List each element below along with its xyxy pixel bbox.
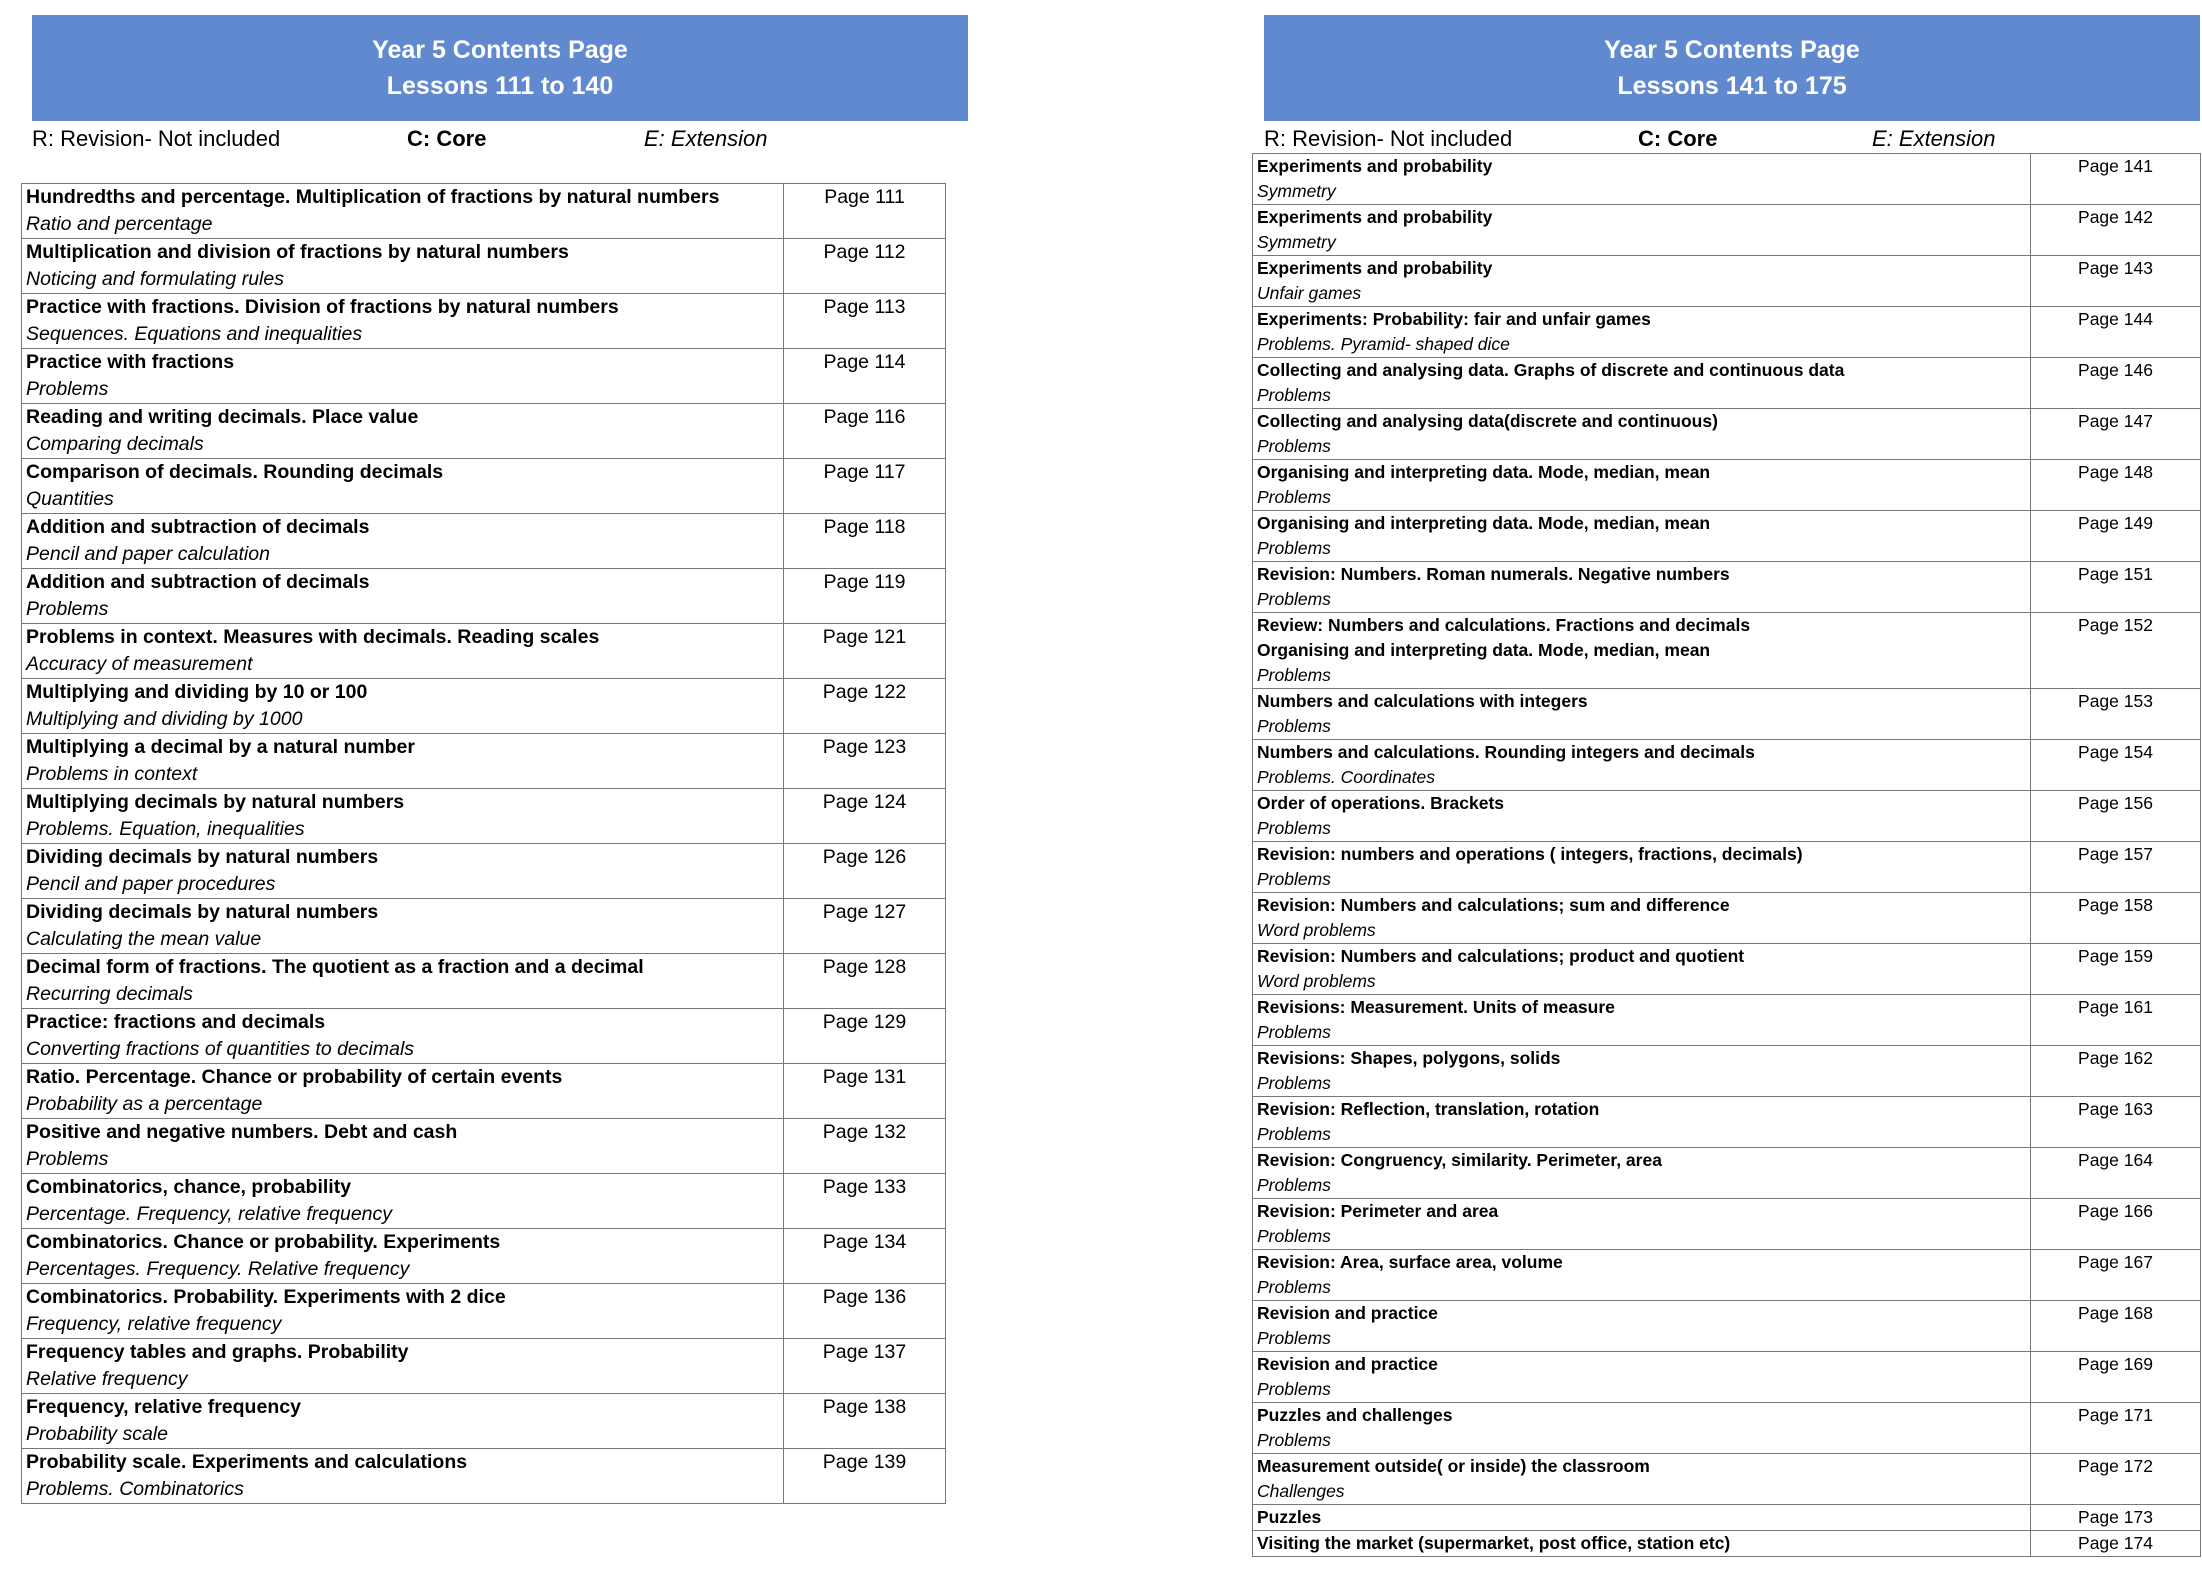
page-number: Page 121: [784, 624, 946, 679]
table-row: [1253, 205, 2201, 256]
lesson-cell: [22, 239, 784, 294]
lesson-title: Multiplying decimals by natural numbers: [26, 791, 405, 813]
lesson-title: Revisions: Shapes, polygons, solids: [1257, 1048, 1561, 1068]
lesson-subtopic: Problems: [1257, 869, 1331, 889]
lesson-subtopic: Symmetry: [1257, 181, 1336, 201]
table-row: [22, 844, 946, 899]
table-row: [1253, 893, 2201, 944]
lesson-title: Numbers and calculations. Rounding integers and decimals: [1257, 742, 1755, 762]
lesson-subtopic: Noticing and formulating rules: [26, 268, 284, 290]
table-row: [1253, 689, 2201, 740]
contents-table: [21, 183, 946, 1504]
table-row: [1253, 842, 2201, 893]
lesson-title: Organising and interpreting data. Mode, median, mean: [1257, 513, 1711, 533]
lesson-cell: [1253, 1505, 2031, 1531]
page-title: Year 5 Contents Page: [372, 36, 628, 64]
lesson-cell: [1253, 1250, 2031, 1301]
lesson-cell: [22, 1009, 784, 1064]
lesson-subtopic: Pencil and paper procedures: [26, 873, 276, 895]
lesson-cell: [1253, 460, 2031, 511]
page-number: Page 123: [784, 734, 946, 789]
lesson-title: Organising and interpreting data. Mode, median, mean: [1257, 640, 1711, 660]
page-number: Page 149: [2031, 511, 2201, 562]
lesson-subtopic: Converting fractions of quantities to decimals: [26, 1038, 415, 1060]
page-header: [32, 15, 968, 121]
table-row: [1253, 1250, 2201, 1301]
lesson-title: Frequency, relative frequency: [26, 1396, 301, 1418]
page-subtitle: Lessons 111 to 140: [386, 72, 614, 100]
lesson-cell: [1253, 842, 2031, 893]
lesson-title: Review: Numbers and calculations. Fractions and decimals: [1257, 615, 1751, 635]
lesson-title: Multiplying and dividing by 10 or 100: [26, 681, 368, 703]
table-row: [1253, 1454, 2201, 1505]
lesson-title: Organising and interpreting data. Mode, median, mean: [1257, 462, 1711, 482]
table-row: [1253, 1531, 2201, 1557]
lesson-subtopic: Problems: [1257, 665, 1331, 685]
lesson-subtopic: Problems: [1257, 1379, 1331, 1399]
table-row: [1253, 1505, 2201, 1531]
page-number: Page 147: [2031, 409, 2201, 460]
lesson-subtopic: Problems. Coordinates: [1257, 767, 1435, 787]
lesson-cell: [22, 954, 784, 1009]
lesson-title: Combinatorics. Chance or probability. Experiments: [26, 1231, 501, 1253]
lesson-title: Dividing decimals by natural numbers: [26, 901, 379, 923]
page-number: Page 111: [784, 184, 946, 239]
lesson-cell: [1253, 1403, 2031, 1454]
page-number: Page 132: [784, 1119, 946, 1174]
table-row: [22, 1284, 946, 1339]
page-number: Page 119: [784, 569, 946, 624]
lesson-cell: [1253, 1352, 2031, 1403]
lesson-subtopic: Ratio and percentage: [26, 213, 213, 235]
lesson-subtopic: Problems: [26, 598, 109, 620]
table-row: [22, 624, 946, 679]
table-row: [22, 459, 946, 514]
lesson-cell: [22, 624, 784, 679]
lesson-title: Revision: Perimeter and area: [1257, 1201, 1499, 1221]
lesson-title: Experiments and probability: [1257, 156, 1493, 176]
table-row: [1253, 1199, 2201, 1250]
page-number: Page 137: [784, 1339, 946, 1394]
lesson-subtopic: Problems: [1257, 1430, 1331, 1450]
page-number: Page 136: [784, 1284, 946, 1339]
lesson-cell: [22, 1174, 784, 1229]
page-number: Page 153: [2031, 689, 2201, 740]
lesson-cell: [22, 569, 784, 624]
lesson-subtopic: Problems: [1257, 1277, 1331, 1297]
table-row: [1253, 1148, 2201, 1199]
lesson-cell: [1253, 1097, 2031, 1148]
lesson-cell: [22, 1064, 784, 1119]
page-number: Page 159: [2031, 944, 2201, 995]
lesson-subtopic: Problems: [1257, 589, 1331, 609]
lesson-subtopic: Problems: [1257, 487, 1331, 507]
lesson-subtopic: Problems: [1257, 818, 1331, 838]
lesson-subtopic: Unfair games: [1257, 283, 1362, 303]
legend: [1264, 124, 2164, 154]
lesson-subtopic: Word problems: [1257, 920, 1376, 940]
lesson-subtopic: Problems: [1257, 538, 1331, 558]
page-number: Page 116: [784, 404, 946, 459]
lesson-cell: [22, 1229, 784, 1284]
lesson-subtopic: Problems: [1257, 385, 1331, 405]
lesson-cell: [1253, 740, 2031, 791]
legend-core: C: Core: [407, 126, 487, 151]
lesson-subtopic: Problems: [1257, 1328, 1331, 1348]
lesson-cell: [22, 1449, 784, 1504]
lesson-cell: [1253, 1046, 2031, 1097]
legend-revision: R: Revision- Not included: [1264, 126, 1513, 151]
legend-extension: E: Extension: [1872, 126, 1996, 151]
contents-table: [1252, 153, 2201, 1557]
legend-extension: E: Extension: [644, 126, 768, 151]
lesson-cell: [1253, 154, 2031, 205]
table-row: [22, 239, 946, 294]
page-number: Page 162: [2031, 1046, 2201, 1097]
page-number: Page 142: [2031, 205, 2201, 256]
lesson-title: Multiplication and division of fractions by natural numbers: [26, 241, 569, 263]
lesson-cell: [22, 679, 784, 734]
lesson-title: Reading and writing decimals. Place value: [26, 406, 419, 428]
page-number: Page 174: [2031, 1531, 2201, 1557]
page-number: Page 122: [784, 679, 946, 734]
table-row: [1253, 995, 2201, 1046]
table-row: [22, 1064, 946, 1119]
page-number: Page 129: [784, 1009, 946, 1064]
page-number: Page 128: [784, 954, 946, 1009]
table-row: [1253, 307, 2201, 358]
page-subtitle: Lessons 141 to 175: [1617, 72, 1847, 100]
table-row: [1253, 1046, 2201, 1097]
lesson-title: Revision: numbers and operations ( integers, fractions, decimals): [1257, 844, 1803, 864]
lesson-title: Experiments and probability: [1257, 258, 1493, 278]
table-row: [22, 184, 946, 239]
lesson-cell: [22, 349, 784, 404]
page-number: Page 141: [2031, 154, 2201, 205]
table-row: [22, 1229, 946, 1284]
lesson-subtopic: Problems: [1257, 1124, 1331, 1144]
table-row: [1253, 1301, 2201, 1352]
lesson-subtopic: Recurring decimals: [26, 983, 193, 1005]
lesson-subtopic: Problems: [1257, 1226, 1331, 1246]
page-number: Page 148: [2031, 460, 2201, 511]
page-number: Page 156: [2031, 791, 2201, 842]
lesson-cell: [1253, 205, 2031, 256]
table-row: [1253, 409, 2201, 460]
lesson-title: Practice with fractions: [26, 351, 235, 373]
lesson-cell: [1253, 944, 2031, 995]
lesson-subtopic: Probability scale: [26, 1423, 168, 1445]
lesson-cell: [22, 184, 784, 239]
lesson-cell: [1253, 511, 2031, 562]
table-row: [22, 899, 946, 954]
page-number: Page 161: [2031, 995, 2201, 1046]
table-row: [1253, 511, 2201, 562]
table-row: [1253, 1352, 2201, 1403]
lesson-subtopic: Multiplying and dividing by 1000: [26, 708, 303, 730]
page-number: Page 126: [784, 844, 946, 899]
lesson-cell: [22, 789, 784, 844]
lesson-cell: [1253, 791, 2031, 842]
page-number: Page 114: [784, 349, 946, 404]
table-row: [1253, 1097, 2201, 1148]
lesson-cell: [22, 844, 784, 899]
lesson-cell: [22, 1284, 784, 1339]
page-number: Page 146: [2031, 358, 2201, 409]
table-row: [1253, 460, 2201, 511]
lesson-subtopic: Word problems: [1257, 971, 1376, 991]
lesson-subtopic: Problems: [1257, 1022, 1331, 1042]
lesson-subtopic: Sequences. Equations and inequalities: [26, 323, 363, 345]
page-number: Page 139: [784, 1449, 946, 1504]
table-row: [22, 954, 946, 1009]
lesson-title: Measurement outside( or inside) the classroom: [1257, 1456, 1650, 1476]
lesson-cell: [1253, 1148, 2031, 1199]
page-title: Year 5 Contents Page: [1604, 36, 1860, 64]
lesson-title: Probability scale. Experiments and calculations: [26, 1451, 468, 1473]
lesson-title: Revision: Numbers and calculations; sum and difference: [1257, 895, 1730, 915]
lesson-subtopic: Problems: [26, 1148, 109, 1170]
lesson-subtopic: Problems: [1257, 436, 1331, 456]
lesson-title: Puzzles and challenges: [1257, 1405, 1453, 1425]
table-row: [22, 349, 946, 404]
page-number: Page 143: [2031, 256, 2201, 307]
page-number: Page 157: [2031, 842, 2201, 893]
lesson-subtopic: Percentage. Frequency, relative frequency: [26, 1203, 393, 1225]
lesson-subtopic: Percentages. Frequency. Relative frequency: [26, 1258, 410, 1280]
table-row: [1253, 562, 2201, 613]
lesson-subtopic: Frequency, relative frequency: [26, 1313, 282, 1335]
lesson-cell: [22, 899, 784, 954]
page-number: Page 127: [784, 899, 946, 954]
lesson-title: Order of operations. Brackets: [1257, 793, 1505, 813]
lesson-cell: [1253, 1454, 2031, 1505]
table-row: [1253, 944, 2201, 995]
lesson-cell: [1253, 409, 2031, 460]
table-row: [1253, 256, 2201, 307]
lesson-title: Revision: Numbers. Roman numerals. Negative numbers: [1257, 564, 1730, 584]
lesson-cell: [22, 1394, 784, 1449]
table-row: [1253, 613, 2201, 689]
lesson-title: Revision: Congruency, similarity. Perimeter, area: [1257, 1150, 1662, 1170]
lesson-cell: [1253, 1199, 2031, 1250]
lesson-cell: [1253, 358, 2031, 409]
lesson-title: Revision: Area, surface area, volume: [1257, 1252, 1563, 1272]
page-number: Page 112: [784, 239, 946, 294]
lesson-subtopic: Problems: [1257, 1175, 1331, 1195]
table-row: [22, 679, 946, 734]
page-number: Page 154: [2031, 740, 2201, 791]
legend-core: C: Core: [1638, 126, 1718, 151]
page-number: Page 113: [784, 294, 946, 349]
lesson-title: Revision and practice: [1257, 1354, 1438, 1374]
lesson-title: Combinatorics, chance, probability: [26, 1176, 352, 1198]
lesson-title: Visiting the market (supermarket, post office, station etc): [1257, 1533, 1731, 1553]
legend-revision: R: Revision- Not included: [32, 126, 281, 151]
table-row: [1253, 358, 2201, 409]
lesson-subtopic: Probability as a percentage: [26, 1093, 263, 1115]
lesson-title: Revision and practice: [1257, 1303, 1438, 1323]
lesson-cell: [22, 459, 784, 514]
table-row: [22, 1394, 946, 1449]
table-row: [22, 1174, 946, 1229]
page-number: Page 117: [784, 459, 946, 514]
lesson-cell: [1253, 613, 2031, 689]
lesson-cell: [1253, 1531, 2031, 1557]
lesson-subtopic: Problems. Pyramid- shaped dice: [1257, 334, 1510, 354]
lesson-title: Comparison of decimals. Rounding decimals: [26, 461, 444, 483]
lesson-cell: [22, 1119, 784, 1174]
lesson-title: Revisions: Measurement. Units of measure: [1257, 997, 1615, 1017]
table-row: [22, 1009, 946, 1064]
lesson-subtopic: Calculating the mean value: [26, 928, 262, 950]
lesson-cell: [1253, 1301, 2031, 1352]
lesson-title: Revision: Reflection, translation, rotation: [1257, 1099, 1600, 1119]
page-number: Page 151: [2031, 562, 2201, 613]
lesson-cell: [1253, 307, 2031, 358]
page-number: Page 124: [784, 789, 946, 844]
page-number: Page 173: [2031, 1505, 2201, 1531]
lesson-subtopic: Problems: [26, 378, 109, 400]
table-row: [1253, 740, 2201, 791]
page-number: Page 158: [2031, 893, 2201, 944]
lesson-subtopic: Accuracy of measurement: [26, 653, 253, 675]
table-row: [22, 789, 946, 844]
lesson-cell: [22, 294, 784, 349]
table-row: [22, 734, 946, 789]
page-number: Page 133: [784, 1174, 946, 1229]
lesson-subtopic: Problems: [1257, 716, 1331, 736]
table-row: [22, 569, 946, 624]
lesson-title: Experiments: Probability: fair and unfair games: [1257, 309, 1651, 329]
lesson-subtopic: Problems. Combinatorics: [26, 1478, 244, 1500]
page-number: Page 168: [2031, 1301, 2201, 1352]
lesson-cell: [1253, 893, 2031, 944]
lesson-title: Practice: fractions and decimals: [26, 1011, 326, 1033]
lesson-title: Practice with fractions. Division of fractions by natural numbers: [26, 296, 619, 318]
lesson-title: Collecting and analysing data. Graphs of discrete and continuous data: [1257, 360, 1845, 380]
lesson-title: Problems in context. Measures with decimals. Reading scales: [26, 626, 600, 648]
lesson-title: Multiplying a decimal by a natural number: [26, 736, 415, 758]
lesson-title: Experiments and probability: [1257, 207, 1493, 227]
lesson-title: Combinatorics. Probability. Experiments with 2 dice: [26, 1286, 506, 1308]
lesson-title: Positive and negative numbers. Debt and cash: [26, 1121, 458, 1143]
page-number: Page 131: [784, 1064, 946, 1119]
table-row: [22, 294, 946, 349]
lesson-title: Decimal form of fractions. The quotient as a fraction and a decimal: [26, 956, 644, 978]
lesson-title: Frequency tables and graphs. Probability: [26, 1341, 409, 1363]
lesson-subtopic: Relative frequency: [26, 1368, 188, 1390]
lesson-subtopic: Problems. Equation, inequalities: [26, 818, 305, 840]
lesson-cell: [22, 404, 784, 459]
table-row: [22, 1119, 946, 1174]
lesson-title: Hundredths and percentage. Multiplication of fractions by natural numbers: [26, 186, 720, 208]
lesson-title: Ratio. Percentage. Chance or probability of certain events: [26, 1066, 563, 1088]
lesson-title: Collecting and analysing data(discrete and continuous): [1257, 411, 1718, 431]
page-number: Page 138: [784, 1394, 946, 1449]
table-row: [1253, 1403, 2201, 1454]
page-number: Page 163: [2031, 1097, 2201, 1148]
lesson-cell: [22, 734, 784, 789]
lesson-title: Dividing decimals by natural numbers: [26, 846, 379, 868]
page-number: Page 164: [2031, 1148, 2201, 1199]
lesson-cell: [1253, 256, 2031, 307]
page-number: Page 144: [2031, 307, 2201, 358]
lesson-title: Revision: Numbers and calculations; product and quotient: [1257, 946, 1745, 966]
lesson-subtopic: Pencil and paper calculation: [26, 543, 270, 565]
page-number: Page 171: [2031, 1403, 2201, 1454]
page-number: Page 167: [2031, 1250, 2201, 1301]
page-number: Page 134: [784, 1229, 946, 1284]
table-row: [22, 1449, 946, 1504]
page-number: Page 172: [2031, 1454, 2201, 1505]
table-row: [22, 514, 946, 569]
page-header: [1264, 15, 2200, 121]
lesson-cell: [1253, 689, 2031, 740]
lesson-subtopic: Symmetry: [1257, 232, 1336, 252]
lesson-subtopic: Problems in context: [26, 763, 198, 785]
table-row: [22, 1339, 946, 1394]
page-number: Page 169: [2031, 1352, 2201, 1403]
table-row: [1253, 154, 2201, 205]
lesson-title: Numbers and calculations with integers: [1257, 691, 1588, 711]
page-number: Page 118: [784, 514, 946, 569]
lesson-cell: [22, 514, 784, 569]
lesson-subtopic: Challenges: [1257, 1481, 1345, 1501]
page-number: Page 152: [2031, 613, 2201, 689]
lesson-cell: [22, 1339, 784, 1394]
table-row: [1253, 791, 2201, 842]
lesson-title: Puzzles: [1257, 1507, 1322, 1527]
table-row: [22, 404, 946, 459]
lesson-subtopic: Comparing decimals: [26, 433, 204, 455]
lesson-title: Addition and subtraction of decimals: [26, 516, 370, 538]
lesson-title: Addition and subtraction of decimals: [26, 571, 370, 593]
lesson-subtopic: Quantities: [26, 488, 114, 510]
lesson-cell: [1253, 995, 2031, 1046]
lesson-cell: [1253, 562, 2031, 613]
page-number: Page 166: [2031, 1199, 2201, 1250]
lesson-subtopic: Problems: [1257, 1073, 1331, 1093]
legend: [32, 124, 932, 154]
